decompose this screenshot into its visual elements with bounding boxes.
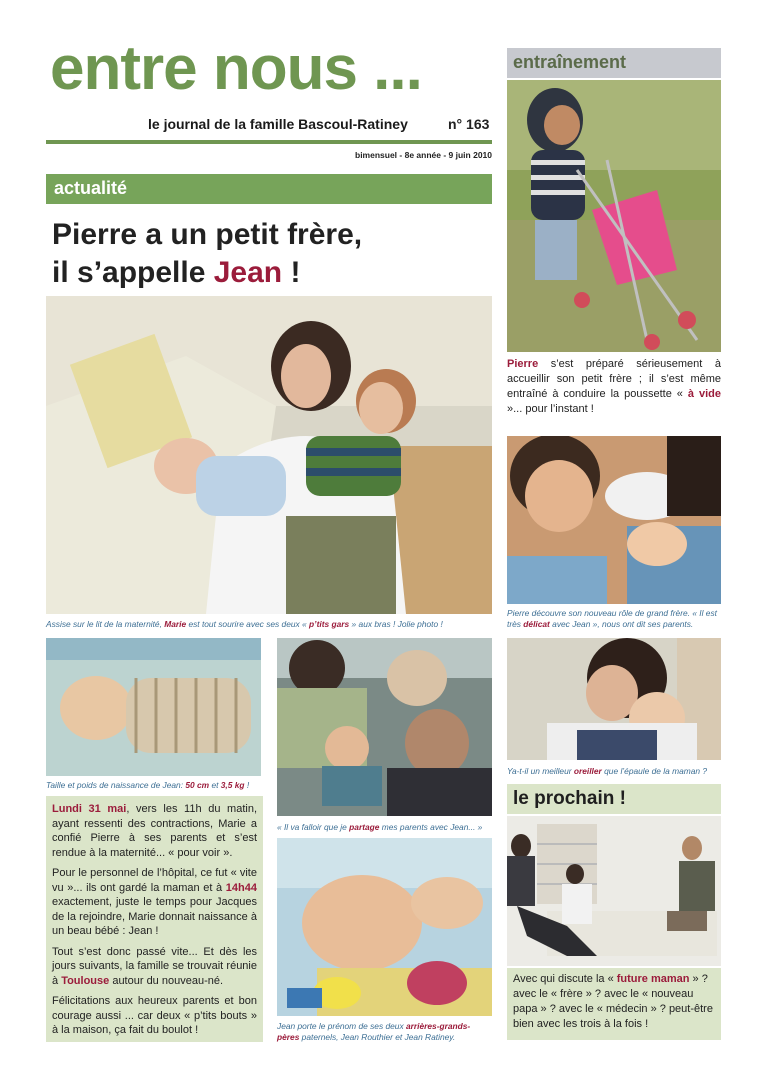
caption-bottle: Pierre découvre son nouveau rôle de grand frère. « Il est très délicat avec Jean », nous ont dit ses parents. bbox=[507, 608, 717, 629]
article-p1: Lundi 31 mai, vers les 11h du matin, ayant ressenti des contractions, Marie a confié Pierre à ses parents et s’est rendue à la maternité... « pour voir ». bbox=[52, 803, 257, 859]
sleeping-photo bbox=[277, 838, 492, 1016]
stroller-photo bbox=[507, 80, 721, 352]
sidebar-text: Pierre s’est préparé sérieusement à accueillir son petit frère ; il s’est même entraîné à conduire la poussette « à vide »... pour l’instant ! bbox=[507, 358, 721, 415]
article-p4: Félicitations aux heureux parents et bon courage aussi ... car deux « p’tits bouts » à la maison, ça fait du boulot ! bbox=[52, 995, 257, 1036]
sidebar-title-bar bbox=[507, 48, 721, 78]
dateline: bimensuel - 8e année - 9 juin 2010 bbox=[355, 150, 492, 160]
headline-name: Jean bbox=[213, 256, 283, 289]
prochain-text: Avec qui discute la « future maman » ? avec le « frère » ? avec le « nouveau papa » ? avec le « médecin » ? peut-être bien avec les trois à la fois ! bbox=[507, 968, 721, 1040]
caption-shoulder: Ya-t-il un meilleur oreiller que l’épaule de la maman ? bbox=[507, 766, 708, 776]
caption-sleep: Jean porte le prénom de ses deux arrières-grands-pères paternels, Jean Routhier et Jean Ratiney. bbox=[277, 1021, 471, 1042]
main-photo bbox=[46, 296, 492, 614]
prochain-title-bar bbox=[507, 784, 721, 814]
article-p3: Tout s’est donc passé vite... Et dès les jours suivants, la famille se trouvait réunie à Toulouse autour du nouveau-né. bbox=[52, 945, 257, 987]
caption-main: Assise sur le lit de la maternité, Marie est tout sourire avec ses deux « p’tits gars » aux bras ! Jolie photo ! bbox=[46, 619, 443, 629]
masthead-subtitle: le journal de la famille Bascoul-Ratiney bbox=[148, 116, 408, 132]
caption-baby: Taille et poids de naissance de Jean: 50 cm et 3,5 kg ! bbox=[46, 780, 250, 790]
prochain-title: le prochain ! bbox=[513, 788, 626, 809]
living-room-photo bbox=[507, 816, 721, 966]
caption-share: « Il va falloir que je partage mes parents avec Jean... » bbox=[277, 822, 483, 832]
headline-suffix: ! bbox=[282, 256, 301, 289]
headline-line1: Pierre a un petit frère, bbox=[52, 218, 363, 251]
masthead-rule bbox=[46, 140, 492, 144]
shoulder-photo bbox=[507, 638, 721, 760]
article-p2: Pour le personnel de l’hôpital, ce fut « vite vu »... ils ont gardé la maman et à 14h44 exactement, juste le temps pour Jacques de la rejoindre, Marie donnait naissance à un beau bébé : Jean ! bbox=[52, 867, 257, 937]
headline-prefix: il s’appelle bbox=[52, 256, 214, 289]
article-box bbox=[46, 796, 263, 1042]
baby-scale-photo bbox=[46, 638, 261, 776]
section-bar bbox=[46, 174, 492, 204]
headline-line2 bbox=[52, 254, 362, 292]
section-label: actualité bbox=[54, 178, 128, 198]
masthead-title: entre nous ... bbox=[50, 34, 422, 103]
sharing-photo bbox=[277, 638, 492, 816]
sidebar-title: entraînement bbox=[513, 52, 627, 72]
bottle-photo bbox=[507, 436, 721, 604]
issue-number: n° 163 bbox=[448, 116, 490, 132]
headline bbox=[52, 216, 362, 292]
